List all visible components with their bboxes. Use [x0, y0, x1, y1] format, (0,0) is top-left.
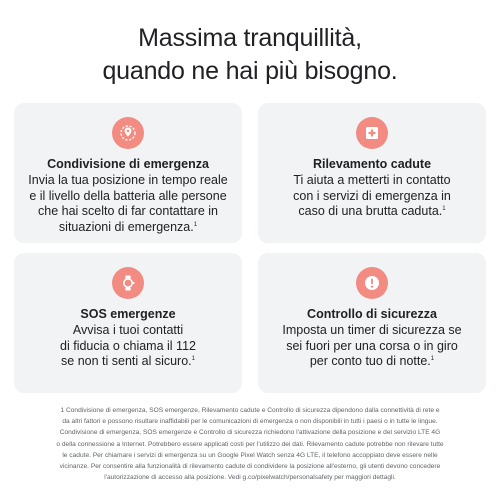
card-fall-detection [258, 103, 486, 243]
card-description: Invia la tua posizione in tempo reale e il livello della batteria alle persone che hai scelto di far contattare in situazioni di emergenza.$^1$ [28, 173, 228, 234]
card-description: Imposta un timer di sicurezza se sei fuori per una corsa o in giro per conto tuo di notte.$^1$ [282, 323, 462, 368]
first-aid-icon [356, 117, 388, 149]
card-description: Ti aiuta a metterti in contatto con i servizi di emergenza in caso di una brutta caduta.$^1$ [293, 173, 451, 218]
location-share-icon [112, 117, 144, 149]
card-title: Condivisione di emergenza [47, 157, 209, 171]
footnote-marker: 1 [430, 355, 435, 362]
card-title: Rilevamento cadute [312, 157, 432, 171]
headline [0, 22, 500, 88]
card-safety-check [258, 253, 486, 393]
headline-line-1: Massima tranquillità, [138, 24, 362, 52]
footnote-marker: 1 [191, 355, 195, 362]
headline-line-2: quando ne hai più bisogno. [102, 57, 398, 85]
footnote-marker: 1 [193, 221, 198, 228]
card-title: Controllo di sicurezza [307, 307, 437, 321]
watch-icon [112, 267, 144, 299]
alert-icon [356, 267, 388, 299]
card-title: SOS emergenze [80, 307, 176, 321]
footnote-marker: 1 [442, 205, 446, 212]
legal-footnote: 1 Condivisione di emergenza, SOS emergenze, Rilevamento cadute e Controllo di sicurezza dipendono dalla connettività di rete e da altri fattori e possono risultare inaffidabili per le comunicazioni di emergenza o non disponibili in tutti i paesi o in tutte le lingue. Condivisione di emergenza, SOS emergenze e Controllo di sicurezza richiedono l'attivazione della posizione e del servizio LTE 4G o della connessione a Internet. Potrebbero essere applicati costi per l'utilizzo dei dati. Rilevamento cadute potrebbe non rilevare tutte le cadute. Per chiamare i servizi di emergenza su un Google Pixel Watch senza 4G LTE, il telefono accoppiato deve essere nelle vicinanze. Per consentire alla funzionalità di rilevamento cadute di condividere la posizione all'esterno, gli utenti devono concedere l'autorizzazione di accesso alla posizione. Vedi g.co/pixelwatch/personalsafety per maggiori dettagli. [56, 407, 444, 482]
card-description: Avvisa i tuoi contatti di fiducia o chiama il 112 se non ti senti al sicuro.$^1$ [60, 323, 196, 368]
card-sos [14, 253, 242, 393]
card-emergency-sharing [14, 103, 242, 243]
